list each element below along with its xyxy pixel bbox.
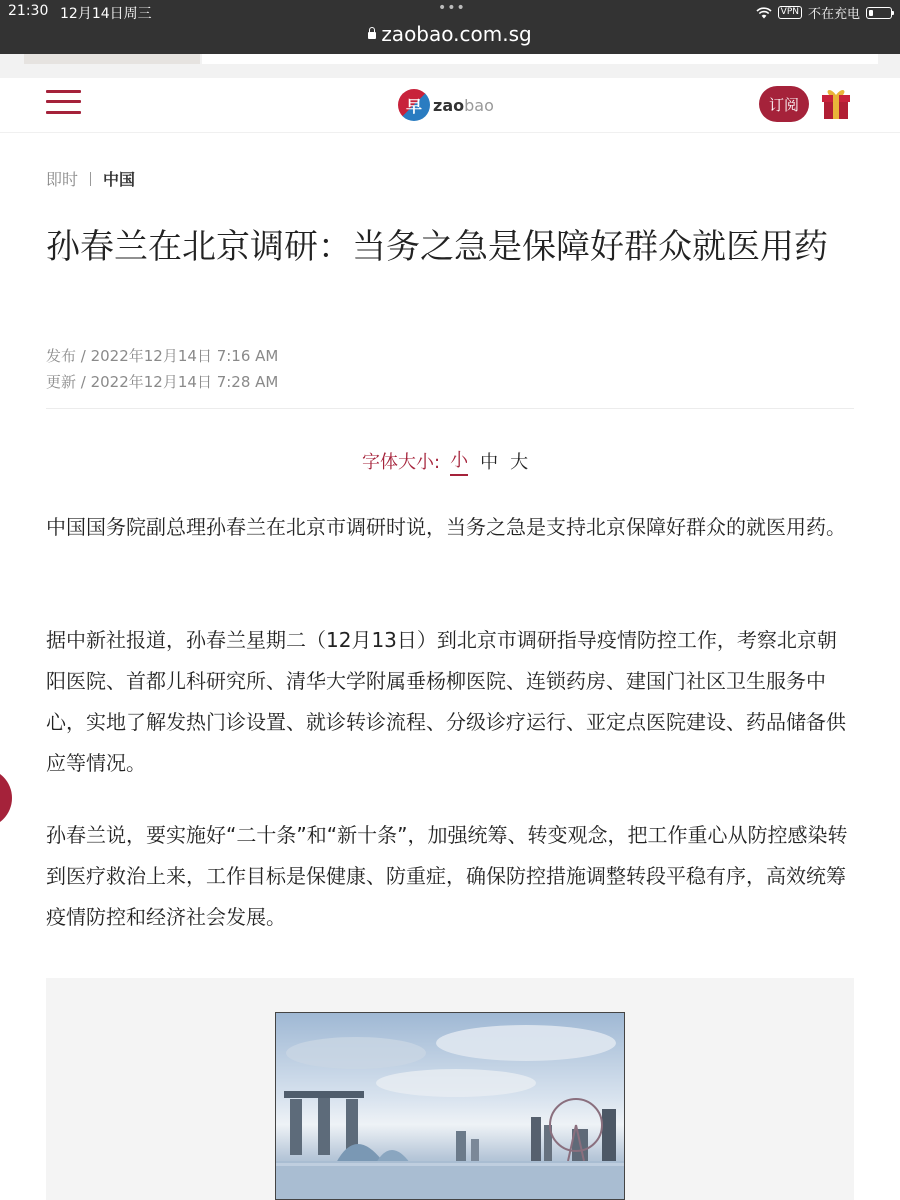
skyline-photo[interactable] (275, 1012, 625, 1200)
zaobao-logo[interactable] (398, 88, 494, 122)
logo-text: zaobao (433, 95, 494, 115)
status-time: 21:30 (8, 3, 49, 19)
address-bar[interactable] (0, 22, 900, 46)
charging-status: 不在充电 (807, 7, 860, 22)
article-meta (46, 343, 278, 395)
font-size-medium[interactable]: 中 (480, 452, 499, 473)
meta-divider (46, 408, 854, 409)
lock-icon (368, 32, 376, 39)
article-paragraph: 中国国务院副总理孙春兰在北京市调研时说，当务之急是支持北京保障好群众的就医用药。 (46, 515, 846, 539)
hamburger-menu-icon[interactable] (46, 88, 82, 116)
article-paragraph: 据中新社报道，孙春兰星期二（12月13日）到北京市调研指导疫情防控工作，考察北京朝阳医院、首都儿科研究所、清华大学附属垂杨柳医院、连锁药房、建国门社区卫生服务中心，实地了解发热门诊设置、就诊转诊流程、分级诊疗运行、亚定点医院建设、药品储备供应等情况。 (46, 628, 846, 775)
font-size-large[interactable]: 大 (510, 452, 529, 473)
battery-level (869, 10, 873, 16)
browser-status-bar (0, 0, 900, 54)
site-header (0, 78, 900, 133)
breadcrumb-section[interactable]: 即时 (46, 170, 79, 189)
breadcrumb-separator (90, 172, 91, 186)
tab-dots-icon[interactable]: ••• (438, 0, 466, 16)
wifi-icon (756, 7, 772, 19)
ad-banner-strip (0, 54, 900, 78)
gift-icon[interactable] (820, 86, 852, 120)
font-size-small[interactable]: 小 (450, 446, 468, 476)
subscribe-button[interactable]: 订阅 (759, 86, 809, 122)
battery-icon (866, 7, 892, 19)
ad-right-block (202, 54, 878, 64)
floating-side-button[interactable] (0, 768, 12, 828)
ad-left-block (24, 54, 200, 64)
url-text: zaobao.com.sg (381, 22, 532, 46)
font-size-selector (362, 446, 528, 476)
vpn-badge: VPN (778, 6, 802, 19)
status-indicators (756, 3, 892, 22)
update-time: 更新 / 2022年12月14日 7:28 AM (46, 373, 279, 391)
breadcrumb-category[interactable]: 中国 (103, 170, 136, 189)
breadcrumb (46, 167, 135, 190)
font-size-label: 字体大小: (362, 452, 441, 473)
article-paragraph: 孙春兰说，要实施好“二十条”和“新十条”，加强统筹、转变观念，把工作重心从防控感染转到医疗救治上来，工作目标是保健康、防重症，确保防控措施调整转段平稳有序，高效统筹疫情防控和经济社会发展。 (46, 823, 848, 929)
article-title: 孙春兰在北京调研：当务之急是保障好群众就医用药 (46, 227, 828, 267)
status-date: 12月14日周三 (60, 6, 152, 22)
logo-mark: 早 (398, 89, 430, 121)
skyline-illustration (276, 1013, 624, 1199)
publish-time: 发布 / 2022年12月14日 7:16 AM (46, 347, 279, 365)
